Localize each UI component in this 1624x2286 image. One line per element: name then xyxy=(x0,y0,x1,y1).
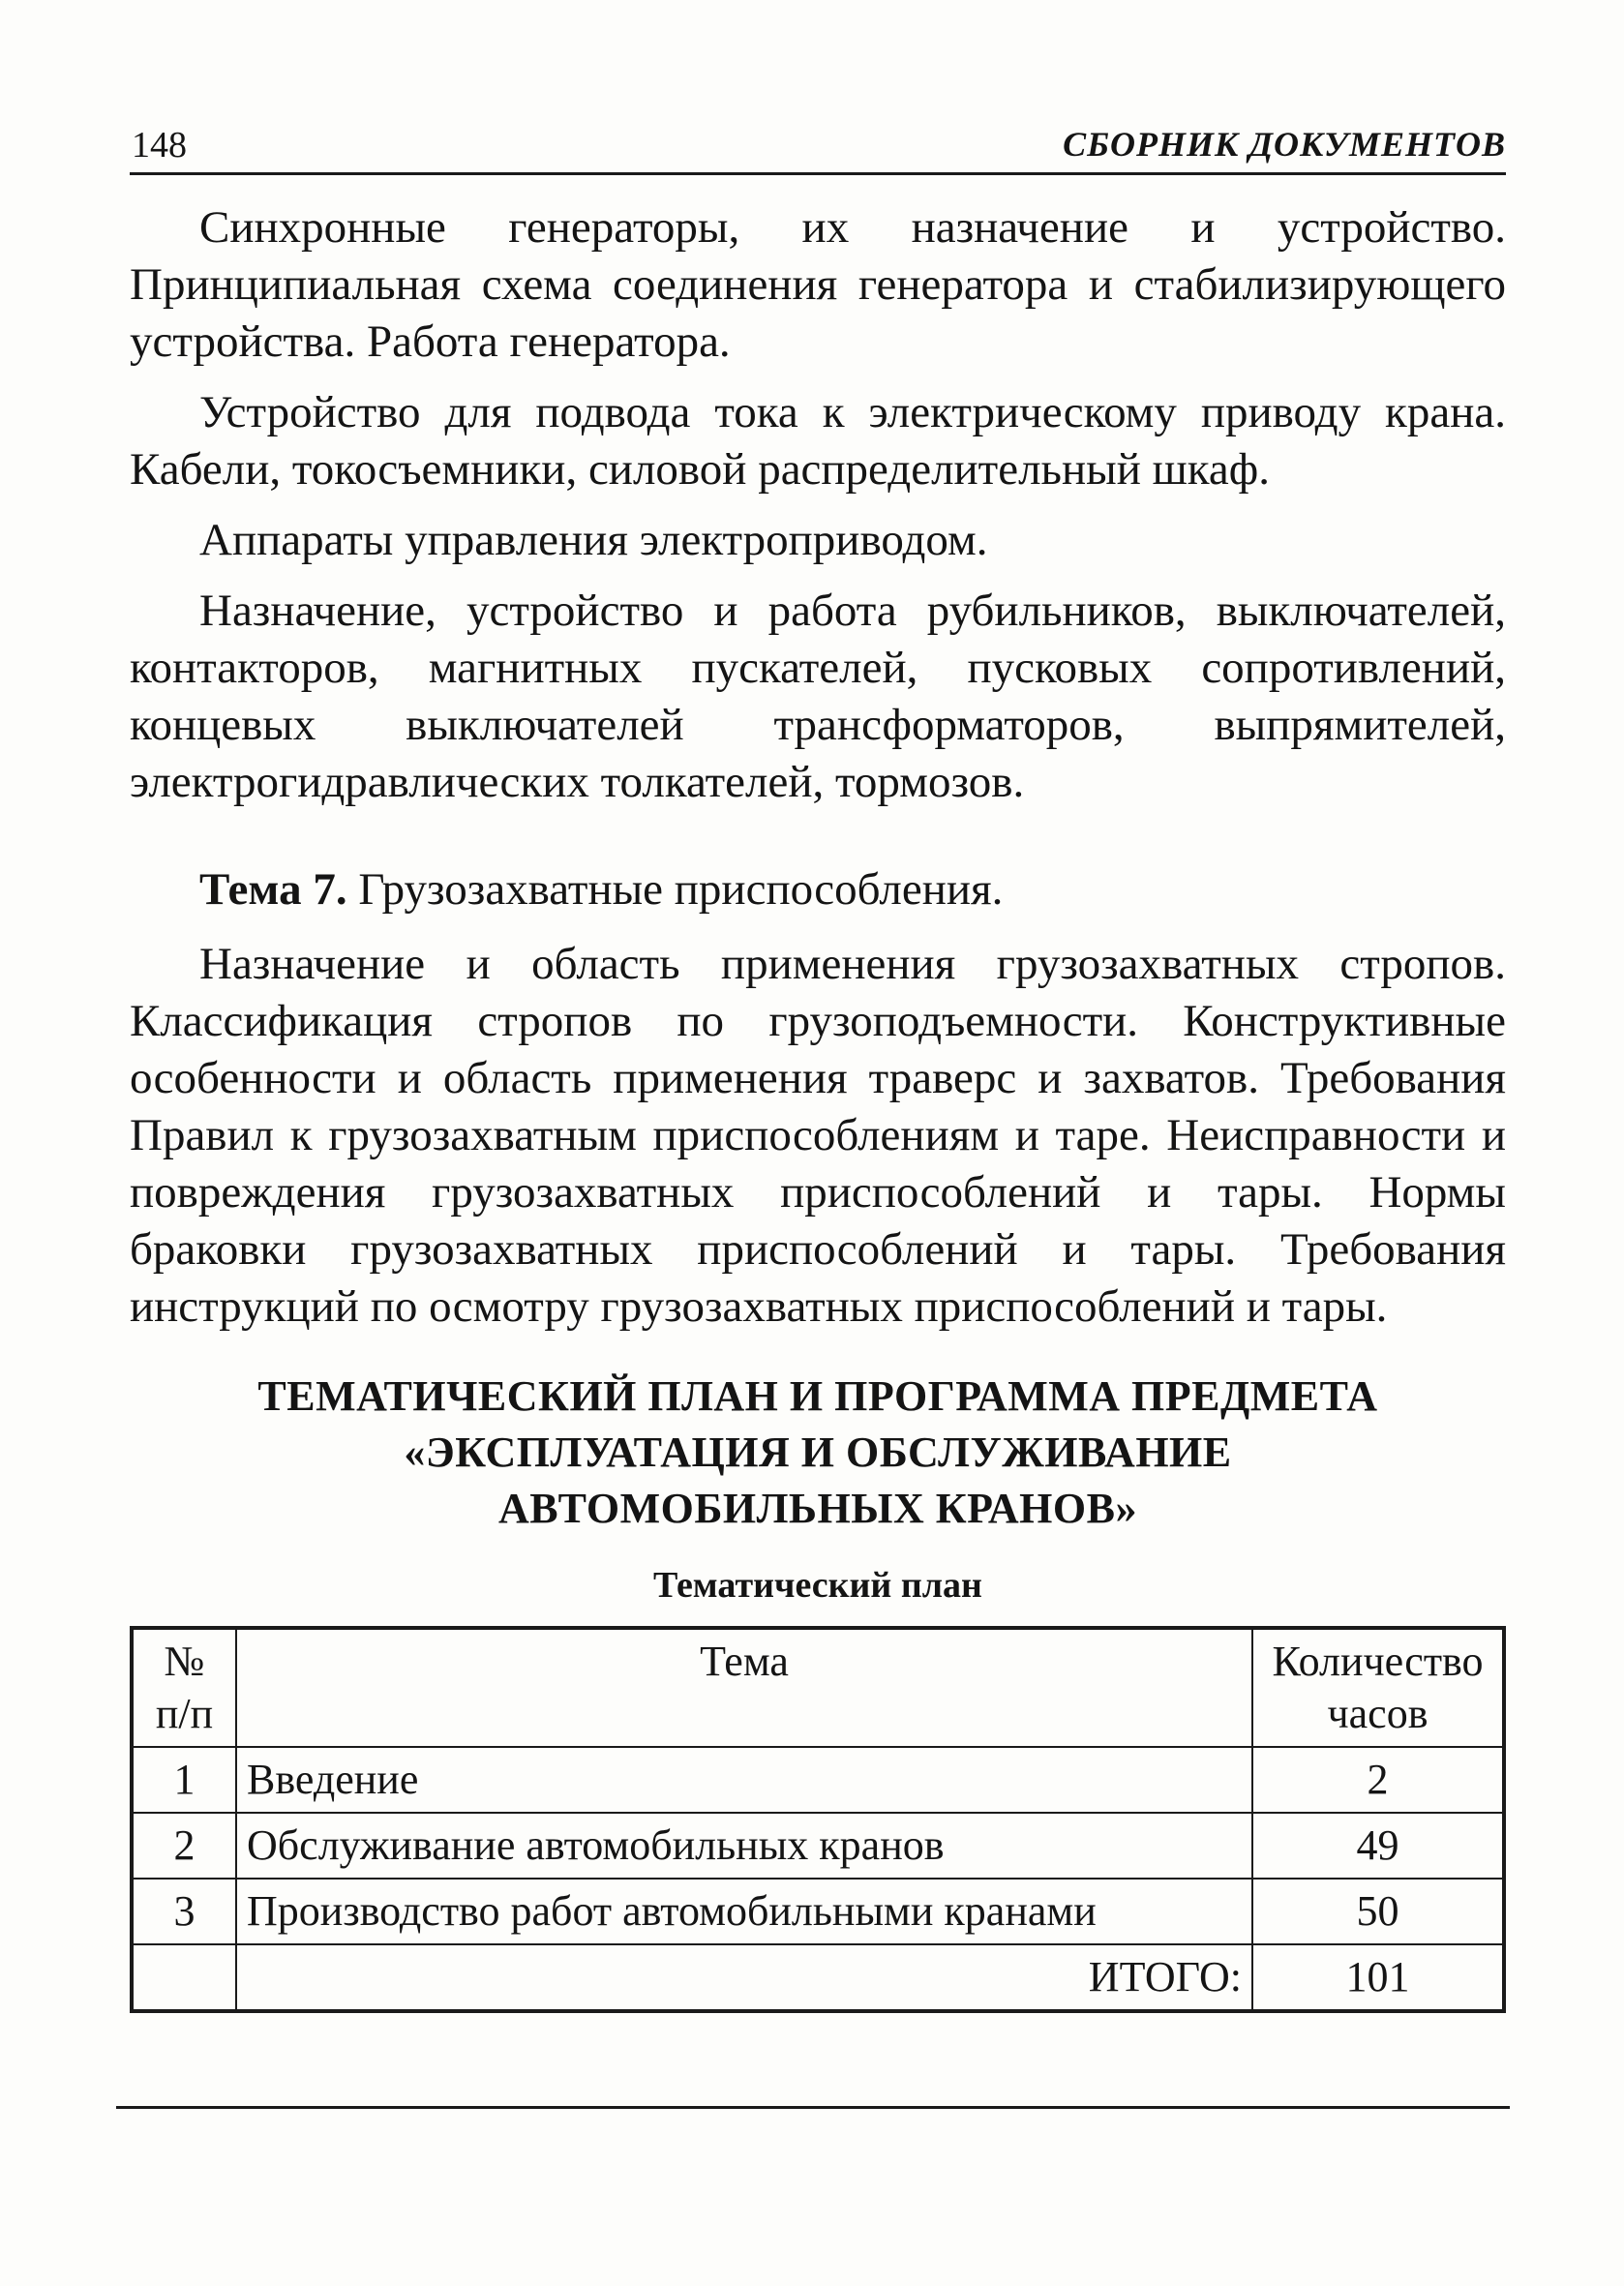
total-empty-cell xyxy=(132,1944,236,2011)
row-number: 1 xyxy=(132,1747,236,1813)
paragraph-power-supply: Устройство для подвода тока к электрическому приводу крана. Кабели, токосъемники, силовой распределительный шкаф. xyxy=(130,387,1506,495)
section-title-line-2: «ЭКСПЛУАТАЦИЯ И ОБСЛУЖИВАНИЕ xyxy=(404,1429,1232,1476)
footer-rule xyxy=(116,2106,1510,2109)
row-number: 2 xyxy=(132,1813,236,1879)
page-number: 148 xyxy=(132,125,187,165)
column-header-hours xyxy=(1252,1628,1504,1747)
column-header-num-line-2: п/п xyxy=(155,1690,214,1737)
row-hours: 50 xyxy=(1252,1879,1504,1944)
theme-7-heading xyxy=(130,861,1506,918)
section-title-line-3: АВТОМОБИЛЬНЫХ КРАНОВ» xyxy=(498,1485,1137,1532)
row-topic: Обслуживание автомобильных кранов xyxy=(236,1813,1252,1879)
thematic-plan-table xyxy=(130,1626,1506,2013)
column-header-hours-line-1: Количество xyxy=(1272,1638,1484,1685)
table-total-row xyxy=(132,1944,1504,2011)
running-head: СБОРНИК ДОКУМЕНТОВ xyxy=(1063,125,1506,164)
row-hours: 49 xyxy=(1252,1813,1504,1879)
total-hours: 101 xyxy=(1252,1944,1504,2011)
column-header-num-line-1: № xyxy=(164,1638,205,1685)
column-header-num xyxy=(132,1628,236,1747)
paragraph-lifting-devices: Назначение и область применения грузозахватных стропов. Классификация стропов по грузоподъемности. Конструктивные особенности и область применения траверс и захватов. Требования Правил к грузозахватным приспособлениям и таре. Неисправности и повреждения грузозахватных приспособлений и тары. Нормы браковки грузозахватных приспособлений и тары. Требования инструкций по осмотру грузозахватных приспособлений и тары. xyxy=(130,939,1506,1332)
column-header-topic: Тема xyxy=(236,1628,1252,1747)
paragraph-control-devices: Аппараты управления электроприводом. xyxy=(199,515,988,565)
table-row xyxy=(132,1879,1504,1944)
table-subtitle: Тематический план xyxy=(653,1565,982,1606)
row-number: 3 xyxy=(132,1879,236,1944)
row-topic: Введение xyxy=(236,1747,1252,1813)
column-header-hours-line-2: часов xyxy=(1327,1690,1429,1737)
paragraph-switches: Назначение, устройство и работа рубильников, выключателей, контакторов, магнитных пускателей, пусковых сопротивлений, концевых выключателей трансформаторов, выпрямителей, электрогидравлических толкателей, тормозов. xyxy=(130,586,1506,807)
table-row xyxy=(132,1813,1504,1879)
paragraph-generators: Синхронные генераторы, их назначение и устройство. Принципиальная схема соединения генератора и стабилизирующего устройства. Работа генератора. xyxy=(130,202,1506,367)
section-title-line-1: ТЕМАТИЧЕСКИЙ ПЛАН И ПРОГРАММА ПРЕДМЕТА xyxy=(257,1372,1378,1420)
section-title xyxy=(130,1369,1506,1537)
table-row xyxy=(132,1747,1504,1813)
row-topic: Производство работ автомобильными кранами xyxy=(236,1879,1252,1944)
page-content xyxy=(130,199,1506,2013)
page-header xyxy=(130,120,1506,175)
table-header-row xyxy=(132,1628,1504,1747)
total-label: ИТОГО: xyxy=(236,1944,1252,2011)
row-hours: 2 xyxy=(1252,1747,1504,1813)
theme-7-label: Тема 7. xyxy=(199,864,347,915)
theme-7-title: Грузозахватные приспособления. xyxy=(346,864,1004,915)
